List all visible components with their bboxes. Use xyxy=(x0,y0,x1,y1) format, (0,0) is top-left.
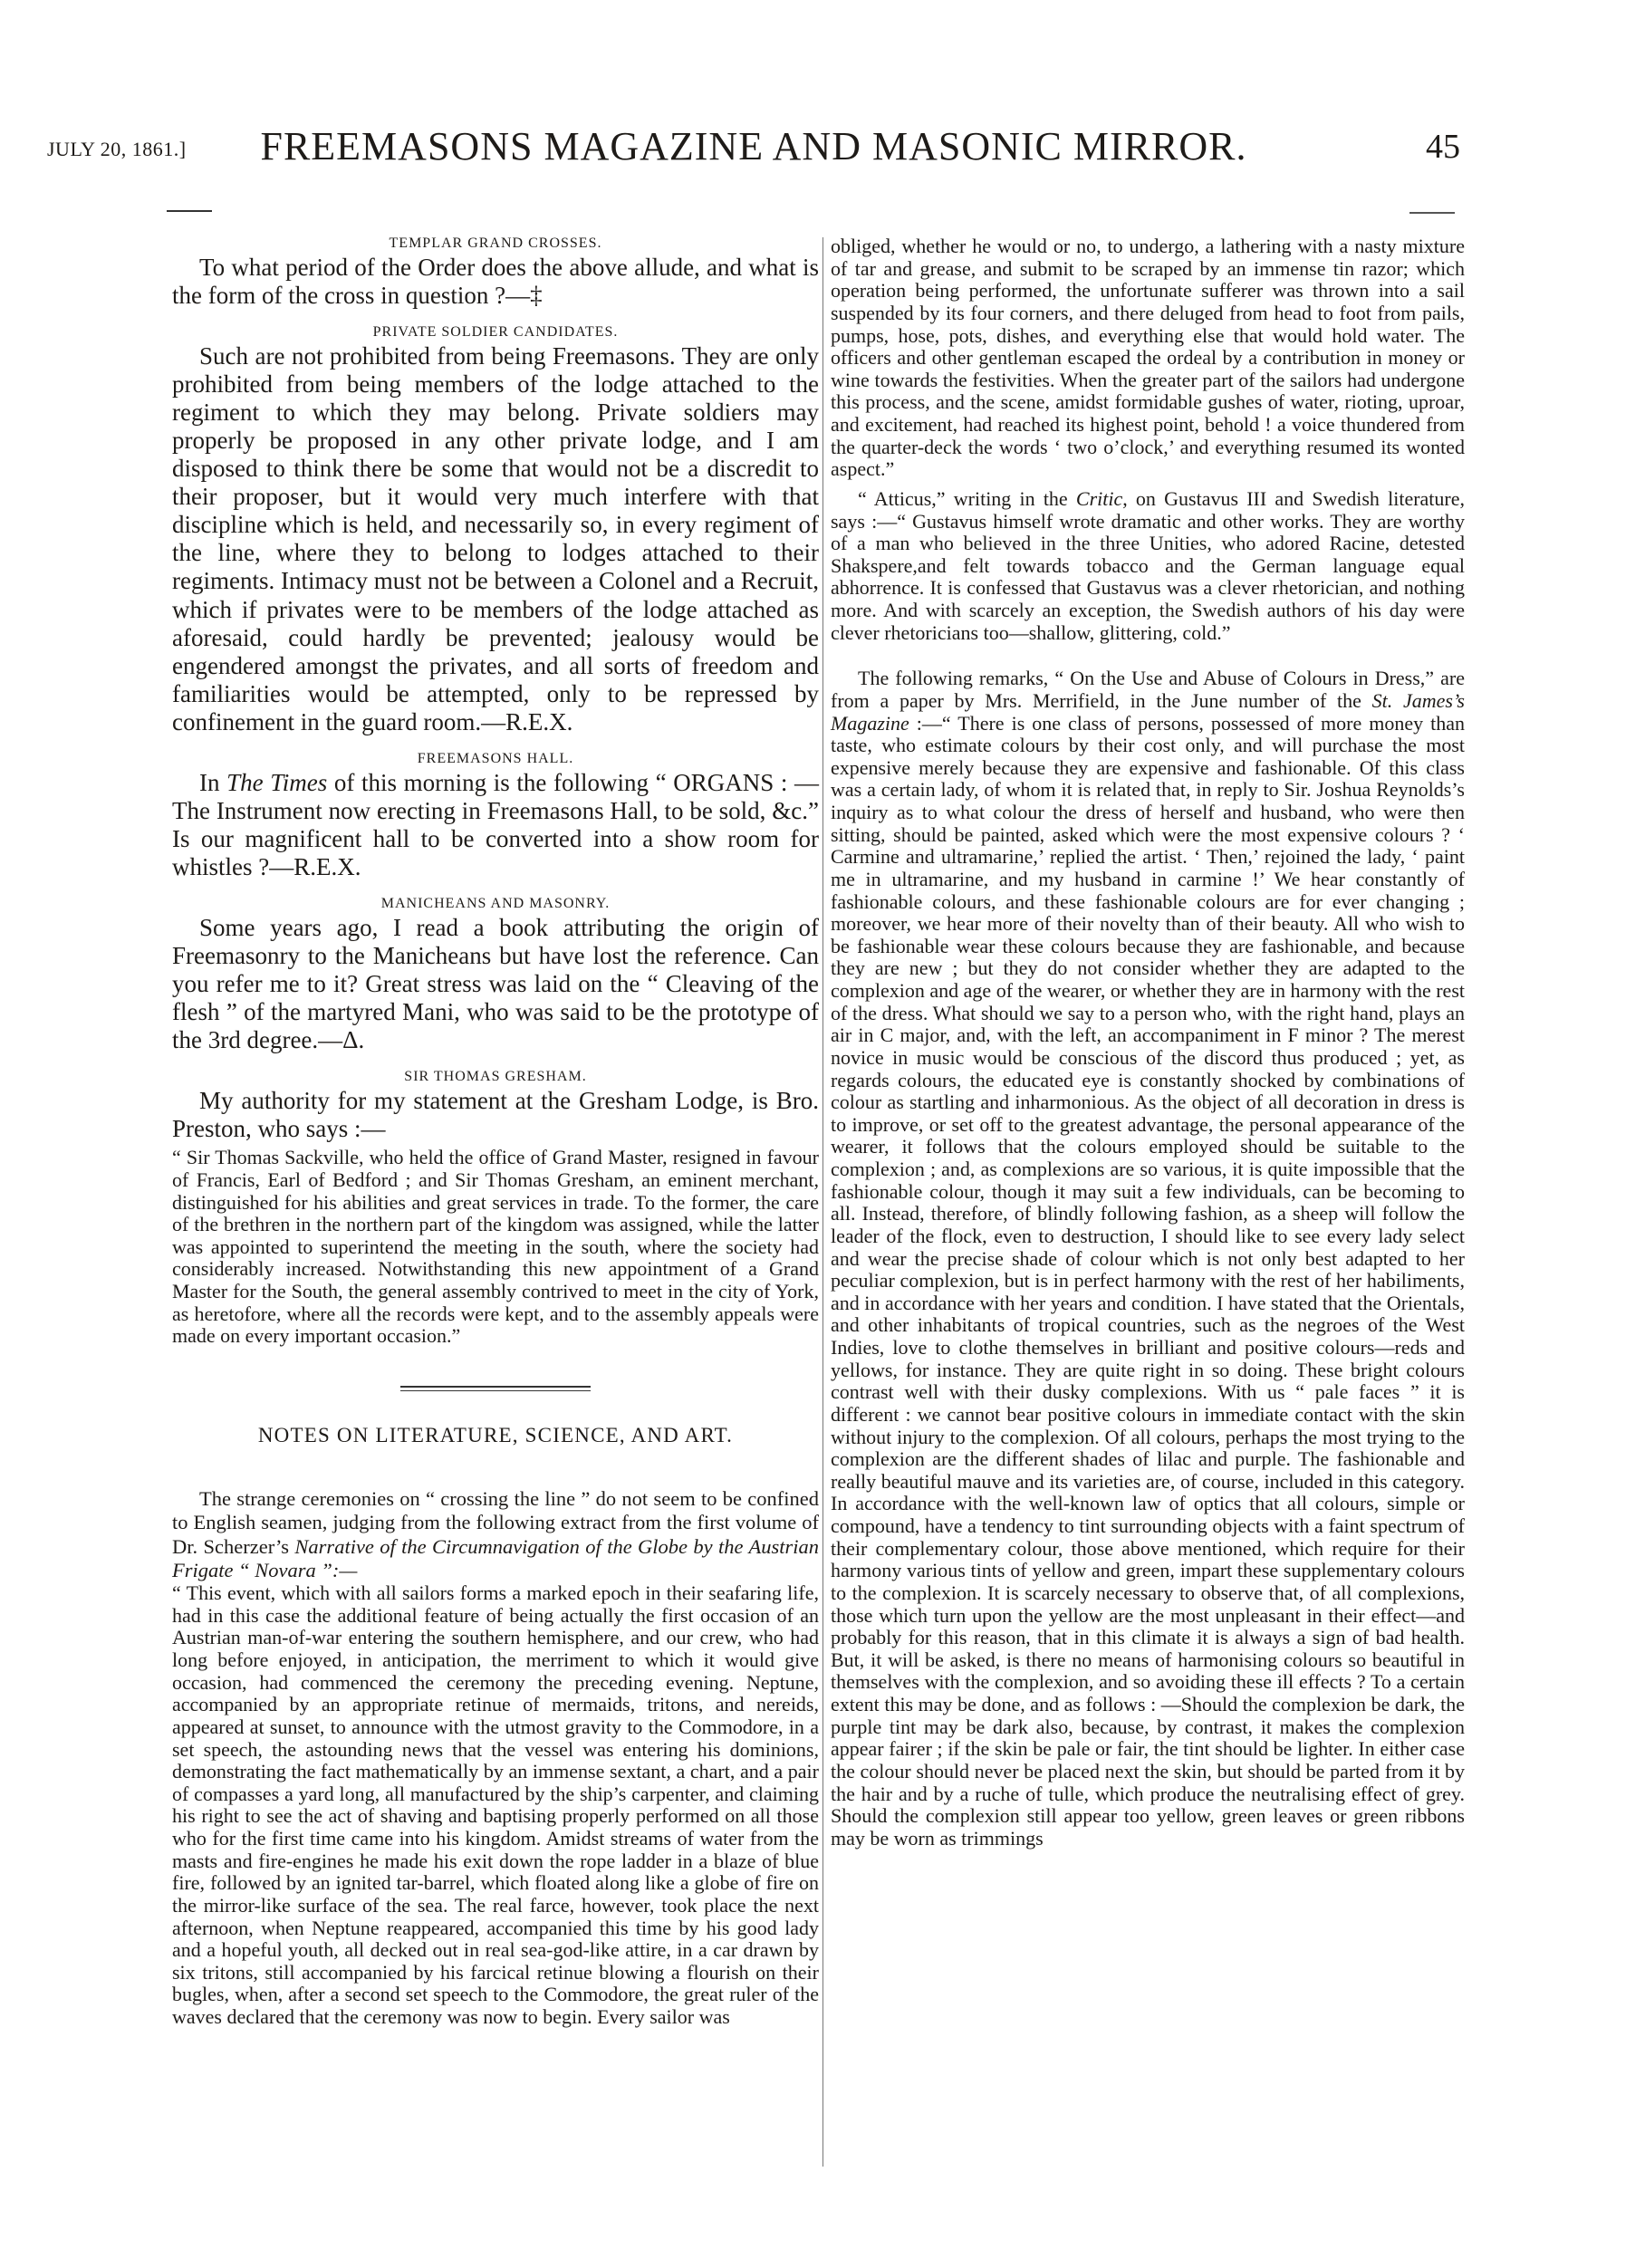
novara-quote-continued: obliged, whether he would or no, to undergo, a lathering with a nasty mixture of tar and grease, and submit to be scraped by an immense tin razor; which operation being performed, the unfortunate sufferer was thrown into a sail suspended by its four corners, and there deluged from head to foot from pails, pumps, hose, pots, dishes, and everything else that would hold water. The officers and other gentleman escaped the ordeal by a contribution in money or wine towards the festivities. When the greater part of the sailors had undergone this process, and the scene, amidst formidable gushes of water, rioting, uproar, and excitement, had reached its highest point, behold ! a voice thundered from the quarter-deck the words ‘ two o’clock,’ and everything resumed its wonted aspect.” xyxy=(831,235,1465,481)
manicheans-text: Some years ago, I read a book attributing the origin of Freemasonry to the Manicheans but have lost the reference. Can you refer me to it? Great stress was laid on the “ Cleaving of the flesh ” of the martyred Mani, who was said to be the prototype of the 3rd degree.—Δ. xyxy=(172,913,819,1054)
magazine-title: FREEMASONS MAGAZINE AND MASONIC MIRROR. xyxy=(260,124,1247,168)
page-header xyxy=(47,123,1460,167)
gresham-text: My authority for my statement at the Gresham Lodge, is Bro. Preston, who says :— xyxy=(172,1087,819,1143)
section-heading-hall: FREEMASONS HALL. xyxy=(417,750,574,766)
times-title: The Times xyxy=(226,768,328,796)
right-column xyxy=(831,235,1465,1850)
notes-intro: The strange ceremonies on “ crossing the line ” do not seem to be confined to English seamen, judging from the following extract from the first volume of Dr. Scherzer’s Narrative of the Circumnavigation of the Globe by the Austrian Frigate “ Novara ”:— xyxy=(172,1486,819,1581)
st-james-title: St. James’s Magazine xyxy=(831,688,1465,735)
article-rule xyxy=(400,1386,591,1388)
section-heading-manicheans: MANICHEANS AND MASONRY. xyxy=(380,895,611,911)
section-heading-gresham: SIR THOMAS GRESHAM. xyxy=(404,1069,587,1085)
section-heading-soldier: PRIVATE SOLDIER CANDIDATES. xyxy=(372,324,619,341)
atticus-paragraph: “ Atticus,” writing in the Critic, on Gustavus III and Swedish literature, says :—“ Gustavus himself wrote dramatic and other works. They are worthy of a man who believed in the three Unities, who adored Racine, detested Shakspere,and felt towards tobacco and the German language equal abhorrence. It is confessed that Gustavus was a clever rhetorician, and nothing more. And with scarcely an exception, the Swedish authors of his day were clever rhetoricians too—shallow, glittering, cold.” xyxy=(831,486,1465,644)
novara-quote: “ This event, which with all sailors forms a marked epoch in their seafaring life, had in this case the additional feature of being actually the first occasion of an Austrian man-of-war entering the southern hemisphere, and our crew, who had long before enjoyed, in anticipation, the merriment to which it would give occasion, had commenced the ceremony the preceding evening. Neptune, accompanied by an appropriate retinue of mermaids, tritons, and nereids, appeared at sunset, to announce with the utmost gravity to the Commodore, in a set speech, the astounding news that the vessel was entering his dominions, demonstrating the fact mathematically by an immense sextant, a chart, and a pair of compasses a yard long, all manufactured by the ship’s carpenter, and claiming his right to see the act of shaving and baptising properly performed on all those who for the first time came into his kingdom. Amidst streams of water from the masts and fire-engines he made his exit down the rope ladder in a blaze of blue fire, followed by an ignited tar-barrel, which floated along like a globe of fire on the mirror-like surface of the sea. The real farce, however, took place the next afternoon, when Neptune reappeared, accompanied this time by his good lady and a hopeful youth, all decked out in real sea-god-like attire, in a car drawn by six tritons, still accompanied by his farcical retinue blowing a flourish on their bugles, when, after a second set speech to the Commodore, the great ruler of the waves declared that the ceremony was now to begin. Every sailor was xyxy=(172,1581,819,2029)
column-divider xyxy=(822,237,823,2167)
section-heading-templar: TEMPLAR GRAND CROSSES. xyxy=(389,235,602,251)
hall-text: In The Times of this morning is the following “ ORGANS : —The Instrument now erecting in Freemasons Hall, to be sold, &c.” Is our magnificent hall to be converted into a show room for whistles ?—R.E.X. xyxy=(172,768,819,880)
soldier-text: Such are not prohibited from being Freemasons. They are only prohibited from being members of the lodge attached to the regiment to which they may belong. Private soldiers may properly be proposed in any other private lodge, and I am disposed to think there be some that would not be a discredit to their proposer, but it would very much interfere with that discipline which is held, and necessarily so, in every regiment of the line, where they to belong to lodges attached to their regiments. Intimacy must not be between a Colonel and a Recruit, which if privates were to be members of the lodge attached as aforesaid, could hardly be prevented; jealousy would be engendered amongst the privates, and all sorts of freedom and familiarities would be attempted, only to be repressed by confinement in the guard room.—R.E.X. xyxy=(172,342,819,735)
colours-paragraph: The following remarks, “ On the Use and Abuse of Colours in Dress,” are from a paper by Mrs. Merrifield, in the June number of the St. James’s Magazine :—“ There is one class of persons, possessed of more money than taste, who estimate colours by their cost only, and will purchase the most expensive merely because they are expensive and fashionable. Of this class was a certain lady, of whom it is related that, in reply to Sir. Joshua Reynolds’s inquiry as to what colour the dress of herself and husband, who were then sitting, should be painted, asked which were the most expensive colours ? ‘ Carmine and ultramarine,’ replied the artist. ‘ Then,’ rejoined the lady, ‘ paint me in ultramarine, and my husband in carmine !’ We hear constantly of fashionable colours, and these fashionable colours are for ever changing ; moreover, we hear more of their novelty than of their beauty. All who wish to be fashionable wear these colours because they are fashionable, and because they are new ; but they do not consider whether they are adapted to the complexion and age of the wearer, or whether they are in harmony with the rest of the dress. What should we say to a person who, with the right hand, plays an air in C major, and, with the left, an accompaniment in F minor ? The merest novice in music would be conscious of the discord thus produced ; yet, as regards colours, the educated eye is constantly shocked by combinations of colour as startling and inharmonious. As the object of all decoration in dress is to improve, or set off to the greatest advantage, the personal appearance of the wearer, it follows that the colours employed should be suitable to the complexion ; and, as complexions are so various, it is quite impossible that the fashionable colour, though it may suit a few individuals, can be becoming to all. Instead, therefore, of blindly following fashion, as a sheep will follow the leader of the flock, even to destruction, I should like to see every lady select and wear the precise shade of colour which is not only best adapted to her peculiar complexion, but is in perfect harmony with the rest of her habiliments, and in accordance with her years and condition. I have stated that the Orientals, and other inhabitants of tropical countries, such as the negroes of the West Indies, love to clothe themselves in brilliant and positive colours—reds and yellows, for instance. They are quite right in so doing. These bright colours contrast well with their dusky complexions. With us “ pale faces ” it is different : we cannot bear positive colours in immediate contact with the skin without injury to the complexion. Of all colours, perhaps the most trying to the complexion are the different shades of lilac and purple. The fashionable and really beautiful mauve and its varieties are, of course, included in this category. In accordance with the well-known law of optics that all colours, simple or compound, have a tendency to tint surrounding objects with a faint spectrum of their complementary colour, those above mentioned, which require for their harmony various tints of yellow and green, impart these supplementary colours to the complexion. It is scarcely necessary to observe that, of all complexions, those which turn upon the yellow are the most unpleasant in their effect—and probably for this reason, that in this climate it is always a sign of bad health. But, it will be asked, is there no means of harmonising colours so beautiful in themselves with the complexion, and so avoiding these ill effects ? To a certain extent this may be done, and as follows : —Should the complexion be dark, the purple tint may be dark also, because, by contrast, it makes the complexion appear fairer ; if the skin be pale or fair, the tint should be lighter. In either case the colour should never be placed next the skin, but should be parted from it by the hair and by a ruche of tulle, which produce the neutralising effect of grey. Should the complexion still appear too yellow, green leaves or green ribbons may be worn as trimmings xyxy=(831,667,1465,1850)
left-column xyxy=(172,235,819,2029)
preston-quote: “ Sir Thomas Sackville, who held the office of Grand Master, resigned in favour of Francis, Earl of Bedford ; and Sir Thomas Gresham, an eminent merchant, distinguished for his abilities and great services in trade. To the former, the care of the brethren in the northern part of the kingdom was assigned, while the latter was appointed to superintend the meeting in the south, where the society had considerably increased. Notwithstanding this new appointment of a Grand Master for the South, the general assembly contrived to meet in the city of York, as heretofore, where all the records were kept, and to the assembly appeals were made on every important occasion.” xyxy=(172,1146,819,1348)
templar-text: To what period of the Order does the above allude, and what is the form of the cross in question ?—‡ xyxy=(172,254,819,310)
narrative-title: Narrative of the Circumnavigation of the Globe by the Austrian Frigate “ Novara ”:— xyxy=(172,1534,819,1581)
notes-section-title: NOTES ON LITERATURE, SCIENCE, AND ART. xyxy=(257,1423,734,1446)
critic-title: Critic xyxy=(1075,486,1123,510)
article-rule-thin xyxy=(400,1390,591,1391)
header-rule-right xyxy=(1409,212,1455,214)
page-number: 45 xyxy=(1426,128,1460,166)
header-rule-left xyxy=(167,210,212,212)
issue-date: JULY 20, 1861.] xyxy=(47,138,187,160)
